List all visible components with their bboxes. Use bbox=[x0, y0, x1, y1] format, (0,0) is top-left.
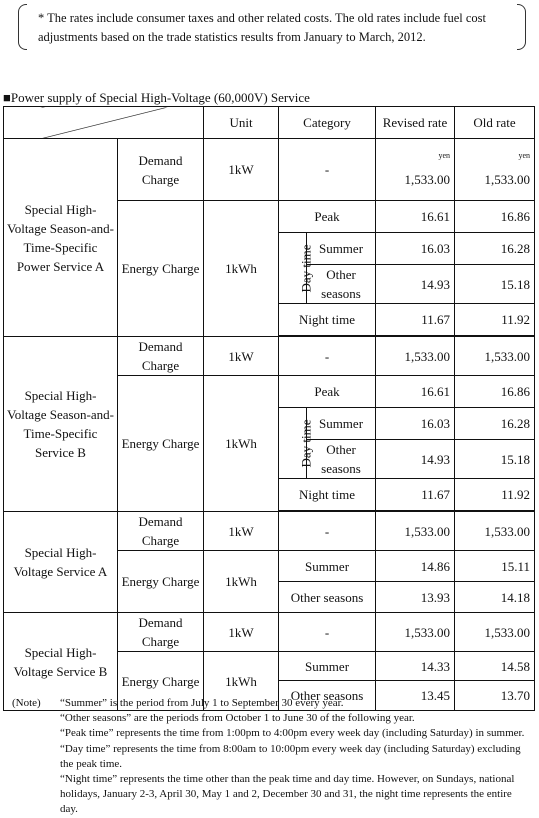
section-name: Special High-Voltage Service A bbox=[4, 512, 118, 613]
yen-unit-label: yen bbox=[518, 150, 530, 160]
summer-revised: 16.03 bbox=[376, 233, 455, 265]
header-diagonal-cell bbox=[4, 107, 204, 139]
peak-label: Peak bbox=[279, 201, 376, 233]
note-line: “Day time” represents the time from 8:00am to 10:00pm every week day (including Saturday) excluding the peak time. bbox=[60, 742, 521, 770]
bracket-left bbox=[18, 4, 27, 50]
demand-category: - bbox=[279, 512, 376, 551]
demand-revised: 1,533.00 bbox=[404, 171, 450, 187]
energy-label: Energy Charge bbox=[118, 201, 204, 337]
table-heading: ■Power supply of Special High-Voltage (60,000V) Service bbox=[3, 90, 310, 105]
peak-revised: 16.61 bbox=[376, 201, 455, 233]
other-seasons-label: Other seasons bbox=[279, 681, 376, 711]
header-row bbox=[4, 107, 535, 139]
other-old: 13.70 bbox=[455, 681, 535, 711]
other-revised: 14.93 bbox=[376, 265, 455, 304]
energy-unit: 1kWh bbox=[204, 551, 279, 613]
header-old: Old rate bbox=[455, 107, 535, 139]
night-label: Night time bbox=[279, 479, 376, 511]
demand-old: 1,533.00 bbox=[484, 171, 530, 187]
energy-unit: 1kWh bbox=[204, 201, 279, 337]
summer-old: 14.58 bbox=[455, 652, 535, 681]
demand-old: 1,533.00 bbox=[455, 512, 535, 551]
daytime-label bbox=[279, 233, 314, 304]
peak-old: 16.86 bbox=[455, 201, 535, 233]
peak-old: 16.86 bbox=[455, 376, 535, 408]
demand-label: Demand Charge bbox=[118, 512, 204, 551]
notes-body bbox=[60, 696, 532, 818]
summer-label: Summer bbox=[279, 551, 376, 582]
energy-unit: 1kWh bbox=[204, 652, 279, 711]
night-label: Night time bbox=[279, 304, 376, 336]
daytime-label bbox=[279, 408, 314, 479]
other-revised: 13.93 bbox=[376, 582, 455, 613]
table-row bbox=[4, 139, 535, 201]
table-row bbox=[4, 512, 535, 551]
demand-label: Demand Charge bbox=[118, 613, 204, 652]
demand-revised: 1,533.00 bbox=[376, 613, 455, 652]
energy-label: Energy Charge bbox=[118, 376, 204, 512]
other-old: 15.18 bbox=[455, 440, 535, 479]
demand-label: Demand Charge bbox=[118, 139, 204, 201]
note-line: “Other seasons” are the periods from October 1 to June 30 of the following year. bbox=[60, 712, 415, 725]
other-revised: 14.93 bbox=[376, 440, 455, 479]
bracket-right bbox=[517, 4, 526, 50]
other-seasons-label: Other seasons bbox=[307, 440, 376, 479]
section-name: Special High-Voltage Service B bbox=[4, 613, 118, 711]
summer-old: 16.28 bbox=[455, 408, 535, 440]
other-seasons-label: Other seasons bbox=[279, 582, 376, 613]
yen-unit-label: yen bbox=[438, 150, 450, 160]
section-name: Special High-Voltage Season-and-Time-Specific Power Service A bbox=[4, 139, 118, 337]
daytime-label-text: Day time bbox=[298, 243, 314, 293]
demand-revised: 1,533.00 bbox=[376, 512, 455, 551]
section-name: Special High-Voltage Season-and-Time-Specific Service B bbox=[4, 337, 118, 512]
summer-revised: 14.33 bbox=[376, 652, 455, 681]
demand-unit: 1kW bbox=[204, 512, 279, 551]
summer-revised: 14.86 bbox=[376, 551, 455, 582]
demand-old: 1,533.00 bbox=[455, 337, 535, 376]
rate-table bbox=[3, 106, 535, 711]
table-row bbox=[4, 337, 535, 376]
daytime-label-text: Day time bbox=[298, 418, 314, 468]
other-old: 15.18 bbox=[455, 265, 535, 304]
note-line: “Night time” represents the time other than the peak time and day time. However, on Sundays, national holidays, January 2-3, April 30, May 1 and 2, December 30 and 31, the night time represents the entire day. bbox=[60, 773, 515, 816]
summer-label: Summer bbox=[279, 652, 376, 681]
note-line: “Summer” is the period from July 1 to September 30 every year. bbox=[60, 697, 344, 709]
demand-revised: 1,533.00 bbox=[376, 337, 455, 376]
note-box-text: * The rates include consumer taxes and other related costs. The old rates include fuel cost adjustments based on the trade statistics results from January to March, 2012. bbox=[38, 11, 486, 44]
demand-label: Demand Charge bbox=[118, 337, 204, 376]
summer-old: 16.28 bbox=[455, 233, 535, 265]
demand-category: - bbox=[279, 139, 376, 201]
header-unit: Unit bbox=[204, 107, 279, 139]
demand-old: 1,533.00 bbox=[455, 613, 535, 652]
demand-revised-cell bbox=[376, 139, 455, 201]
header-category: Category bbox=[279, 107, 376, 139]
summer-label: Summer bbox=[307, 233, 376, 265]
peak-label: Peak bbox=[279, 376, 376, 408]
table-row bbox=[4, 613, 535, 652]
demand-unit: 1kW bbox=[204, 139, 279, 201]
demand-old-cell bbox=[455, 139, 535, 201]
notes-label: (Note) bbox=[12, 697, 41, 709]
header-revised: Revised rate bbox=[376, 107, 455, 139]
demand-unit: 1kW bbox=[204, 337, 279, 376]
demand-category: - bbox=[279, 337, 376, 376]
summer-revised: 16.03 bbox=[376, 408, 455, 440]
energy-unit: 1kWh bbox=[204, 376, 279, 512]
other-revised: 13.45 bbox=[376, 681, 455, 711]
energy-label: Energy Charge bbox=[118, 652, 204, 711]
night-revised: 11.67 bbox=[376, 304, 455, 336]
demand-category: - bbox=[279, 613, 376, 652]
summer-old: 15.11 bbox=[455, 551, 535, 582]
note-line: “Peak time” represents the time from 1:00pm to 4:00pm every week day (including Saturday) in summer. bbox=[60, 727, 525, 740]
other-seasons-label: Other seasons bbox=[307, 265, 376, 304]
note-box bbox=[18, 4, 526, 48]
night-revised: 11.67 bbox=[376, 479, 455, 511]
demand-unit: 1kW bbox=[204, 613, 279, 652]
other-old: 14.18 bbox=[455, 582, 535, 613]
night-old: 11.92 bbox=[455, 479, 535, 511]
night-old: 11.92 bbox=[455, 304, 535, 336]
summer-label: Summer bbox=[307, 408, 376, 440]
energy-label: Energy Charge bbox=[118, 551, 204, 613]
peak-revised: 16.61 bbox=[376, 376, 455, 408]
